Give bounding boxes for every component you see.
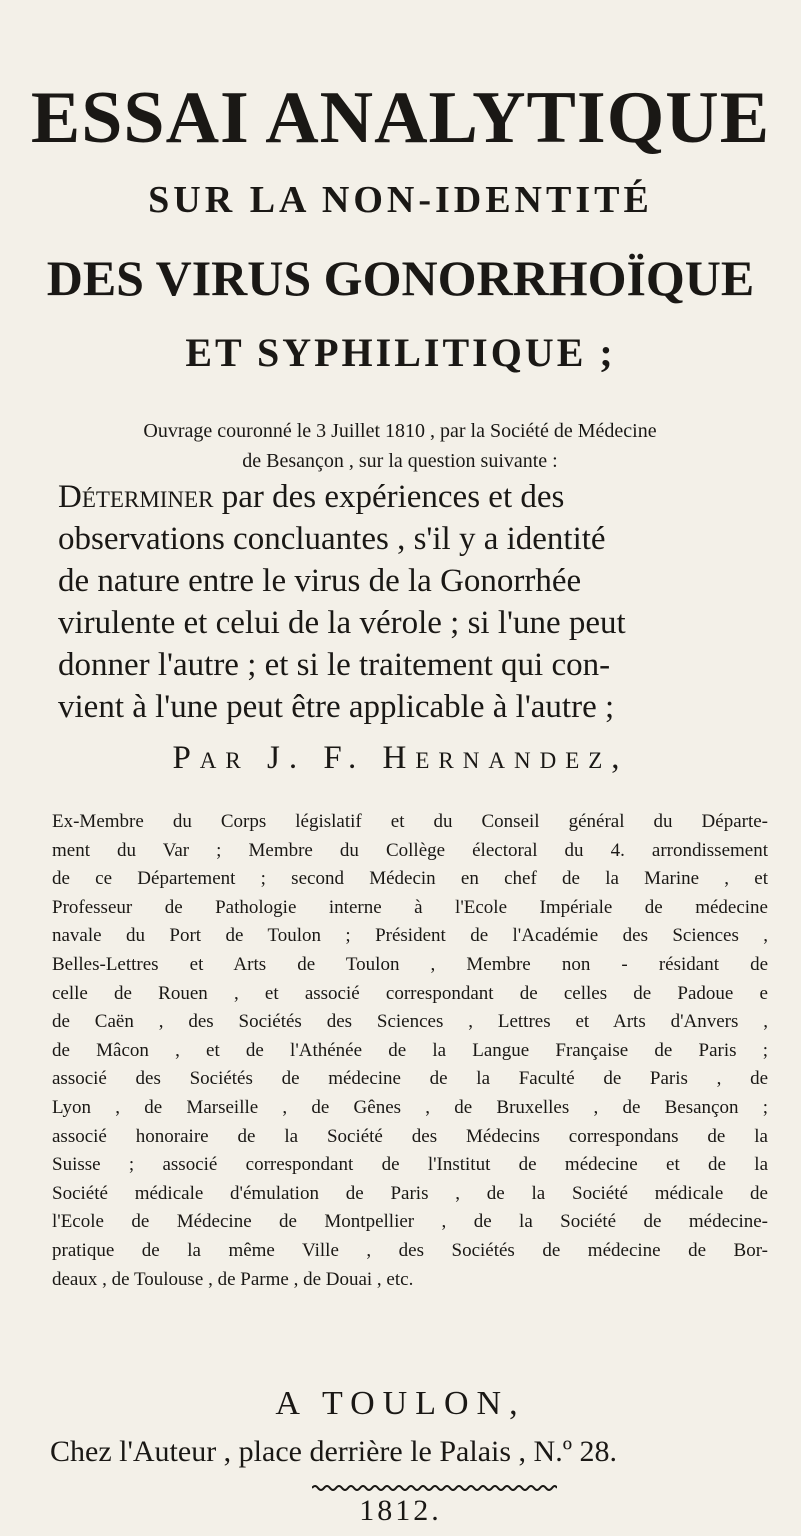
ornamental-rule bbox=[312, 1484, 557, 1492]
prize-question-line-1-rest: par des expériences et des bbox=[213, 479, 565, 515]
title-line-4: ET SYPHILITIQUE ; bbox=[185, 330, 616, 375]
credentials-line: navale du Port de Toulon ; Président de l'Académie des Sciences , bbox=[52, 925, 768, 947]
prize-question-line-5: donner l'autre ; et si le traitement qui con- bbox=[58, 647, 611, 683]
credentials-line: l'Ecole de Médecine de Montpellier , de la Société de médecine- bbox=[52, 1211, 768, 1233]
credentials-line: deaux , de Toulouse , de Parme , de Douai , etc. bbox=[52, 1268, 414, 1290]
award-statement-line-2: de Besançon , sur la question suivante : bbox=[242, 450, 558, 472]
credentials-line: pratique de la même Ville , des Sociétés de médecine de Bor- bbox=[52, 1239, 768, 1261]
title-line-3: DES VIRUS GONORRHOÏQUE bbox=[46, 250, 755, 306]
credentials-line: de ce Département ; second Médecin en chef de la Marine , et bbox=[52, 868, 768, 890]
prize-question-line-3: de nature entre le virus de la Gonorrhée bbox=[58, 563, 582, 599]
credentials-line: Belles-Lettres et Arts de Toulon , Membre non - résidant de bbox=[52, 953, 768, 975]
credentials-line: ment du Var ; Membre du Collège électoral du 4. arrondissement bbox=[52, 839, 768, 861]
credentials-line: Société médicale d'émulation de Paris , de la Société médicale de bbox=[52, 1182, 768, 1204]
credentials-line: celle de Rouen , et associé correspondant de celles de Padoue e bbox=[52, 982, 768, 1004]
prize-question-line-1 bbox=[58, 476, 770, 518]
title-line-1: ESSAI ANALYTIQUE bbox=[30, 77, 771, 159]
prize-question-line-2: observations concluantes , s'il y a identité bbox=[58, 521, 606, 557]
author-byline: Par J. F. Hernandez, bbox=[172, 740, 629, 776]
credentials-line: Professeur de Pathologie interne à l'Ecole Impériale de médecine bbox=[52, 896, 768, 918]
credentials-line: Suisse ; associé correspondant de l'Institut de médecine et de la bbox=[52, 1154, 768, 1176]
imprint-year: 1812. bbox=[359, 1494, 442, 1527]
credentials-line: Lyon , de Marseille , de Gênes , de Bruxelles , de Besançon ; bbox=[52, 1096, 768, 1118]
credentials-line: Ex-Membre du Corps législatif et du Conseil général du Départe- bbox=[52, 811, 768, 832]
imprint-city: A TOULON, bbox=[275, 1385, 526, 1422]
credentials-line: de Caën , des Sociétés des Sciences , Lettres et Arts d'Anvers , bbox=[52, 1011, 768, 1033]
prize-question-line-6: vient à l'une peut être applicable à l'autre ; bbox=[58, 689, 615, 725]
credentials-line: associé honoraire de la Société des Médecins correspondans de la bbox=[52, 1125, 768, 1147]
credentials-line: de Mâcon , et de l'Athénée de la Langue Française de Paris ; bbox=[52, 1039, 768, 1061]
prize-question bbox=[58, 476, 770, 728]
credentials-line: associé des Sociétés de médecine de la Faculté de Paris , de bbox=[52, 1068, 768, 1090]
imprint-publisher: Chez l'Auteur , place derrière le Palais , N.º 28. bbox=[50, 1435, 617, 1468]
prize-question-line-4: virulente et celui de la vérole ; si l'une peut bbox=[58, 605, 626, 641]
award-statement-line-1: Ouvrage couronné le 3 Juillet 1810 , par la Société de Médecine bbox=[143, 420, 657, 442]
award-statement bbox=[40, 416, 760, 476]
ornamental-rule-wave bbox=[312, 1486, 557, 1490]
title-line-2: SUR LA NON-IDENTITÉ bbox=[148, 179, 653, 221]
author-credentials bbox=[52, 808, 768, 1294]
prize-question-lead-word: Déterminer bbox=[58, 479, 214, 515]
